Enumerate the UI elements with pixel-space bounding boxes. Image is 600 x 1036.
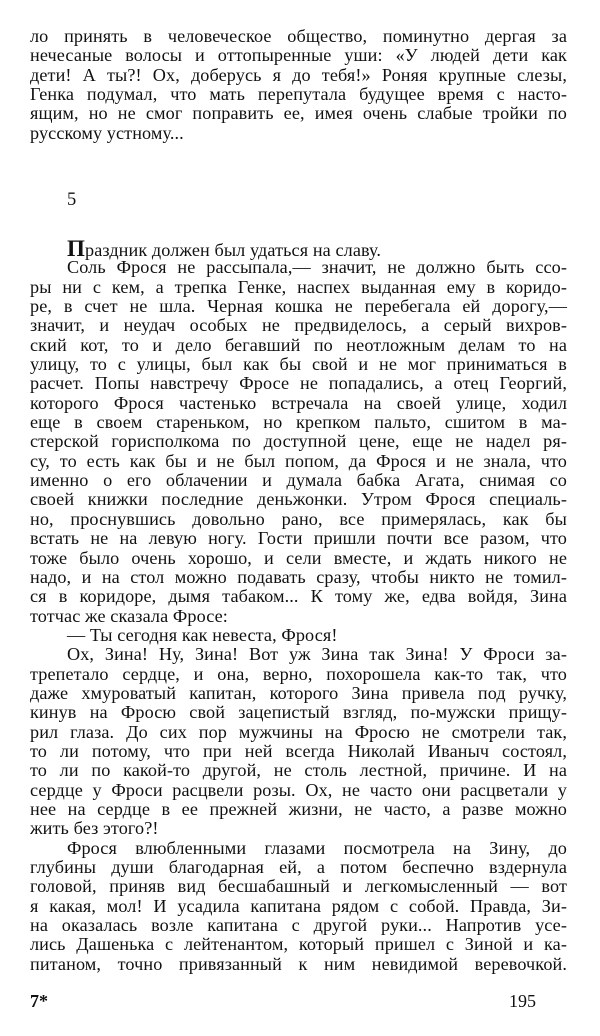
- text-line: дети! А ты?! Ох, доберусь я до тебя!» Роняя крупные слезы,: [30, 64, 567, 85]
- initial-letter: П: [67, 236, 85, 261]
- text-line: надо, и на стол можно подавать сразу, чтобы никто не томил-: [30, 566, 567, 587]
- text-line: нечесаные волосы и оттопыренные уши: «У людей дети как: [30, 45, 567, 66]
- text-line: Генка подумал, что мать перепутала будущее время с насто-: [30, 84, 567, 105]
- text-line: головой, приняв вид бесшабашный и легкомысленный — вот: [30, 876, 567, 897]
- text-line: Соль Фрося не рассыпала,— значит, не должно быть ссо-: [67, 257, 567, 278]
- text-line: рил глаза. До сих пор мужчины на Фросю не смотрели так,: [30, 721, 567, 742]
- text-line: су, то есть как бы и не был попом, да Фрося и не знала, что: [30, 450, 567, 471]
- text-line: ся в коридоре, дымя табаком... К тому же, едва войдя, Зина: [30, 586, 567, 607]
- text-line: лись Дашенька с лейтенантом, который пришел с Зиной и ка-: [30, 934, 567, 955]
- text-line: даже хмуроватый капитан, которого Зина привела под ручку,: [30, 682, 567, 703]
- text-line: ре, в счет не шла. Черная кошка не перебегала ей дорогу,—: [30, 296, 567, 317]
- text-line: но, проснувшись довольно рано, все примерялась, как бы: [30, 508, 567, 529]
- text-line: стерской горисполкома по доступной цене, еще не надел ря-: [30, 431, 567, 452]
- signature-mark: 7*: [30, 991, 48, 1011]
- chapter-opening-line: [30, 236, 567, 261]
- text-line: Ох, Зина! Ну, Зина! Вот уж Зина так Зина! У Фроси за-: [67, 644, 567, 665]
- text-line: нее на сердце в ее прежней жизни, не часто, а разве можно: [30, 798, 567, 819]
- page-number: 195: [509, 991, 536, 1011]
- text-line: ры ни с кем, а трепка Генке, наспех выданная ему в коридо-: [30, 276, 567, 297]
- text-line: я какая, мол! И усадила капитана рядом с собой. Правда, Зи-: [30, 895, 567, 916]
- text-line: питаном, точно привязанный к ним невидимой веревочкой.: [30, 953, 567, 974]
- text-line: которого Фрося частенько встречала на своей улице, ходил: [30, 392, 567, 413]
- text-line: еще в своем стареньком, но крепком пальто, сшитом в ма-: [30, 412, 567, 433]
- text-line: тоже было очень хорошо, и сели вместе, и ждать никого не: [30, 547, 567, 568]
- text-line: сердце у Фроси расцвели розы. Ох, не часто они расцветали у: [30, 779, 567, 800]
- text-line: тотчас же сказала Фросе:: [30, 605, 228, 626]
- text-line: то ли потому, что при ней всегда Николай Иваныч состоял,: [30, 740, 567, 761]
- chapter-number: 5: [67, 190, 77, 210]
- dialogue-line: — Ты сегодня как невеста, Фрося!: [67, 624, 338, 645]
- text-line: значит, и неудач особых не предвиделось, а серый вихров-: [30, 315, 567, 336]
- text-line: жить без этого?!: [30, 818, 159, 839]
- text-line: встать не на левую ногу. Гости пришли почти все разом, что: [30, 528, 567, 549]
- text-line: именно о его облачении и думала бабка Агата, снимая со: [30, 470, 567, 491]
- text-line: своей книжки последние деньжонки. Утром Фрося специаль-: [30, 489, 567, 510]
- text-line: Фрося влюбленными глазами посмотрела на Зину, до: [67, 837, 567, 858]
- text-line: то ли по какой-то другой, не столь лестной, причине. И на: [30, 760, 567, 781]
- text-line: ский кот, то и дело бегавший по неотложным делам то на: [30, 334, 567, 355]
- text-line: русскому устному...: [30, 122, 184, 143]
- text-line: трепетало сердце, и она, верно, похорошела как-то так, что: [30, 663, 567, 684]
- top-paragraph: [30, 27, 567, 143]
- text-line: улицу, то с улицы, был как бы свой и не мог приниматься в: [30, 354, 567, 375]
- text-line: расчет. Попы навстречу Фросе не попадались, а отец Георгий,: [30, 373, 567, 394]
- text-line: кинув на Фросю свой зацепистый взгляд, по-мужски прищу-: [30, 702, 567, 723]
- opening-text: раздник должен был удаться на славу.: [85, 240, 382, 260]
- text-line: глубины души благодарная ей, а потом беспечно вздернула: [30, 857, 567, 877]
- text-line: ло принять в человеческое общество, поминутно дергая за: [30, 26, 567, 46]
- chapter-body: [30, 236, 567, 974]
- text-line: на оказалась возле капитана с другой руки... Напротив усе-: [30, 915, 567, 936]
- text-line: ящим, но не смог поправить ее, имея очень слабые тройки по: [30, 103, 567, 124]
